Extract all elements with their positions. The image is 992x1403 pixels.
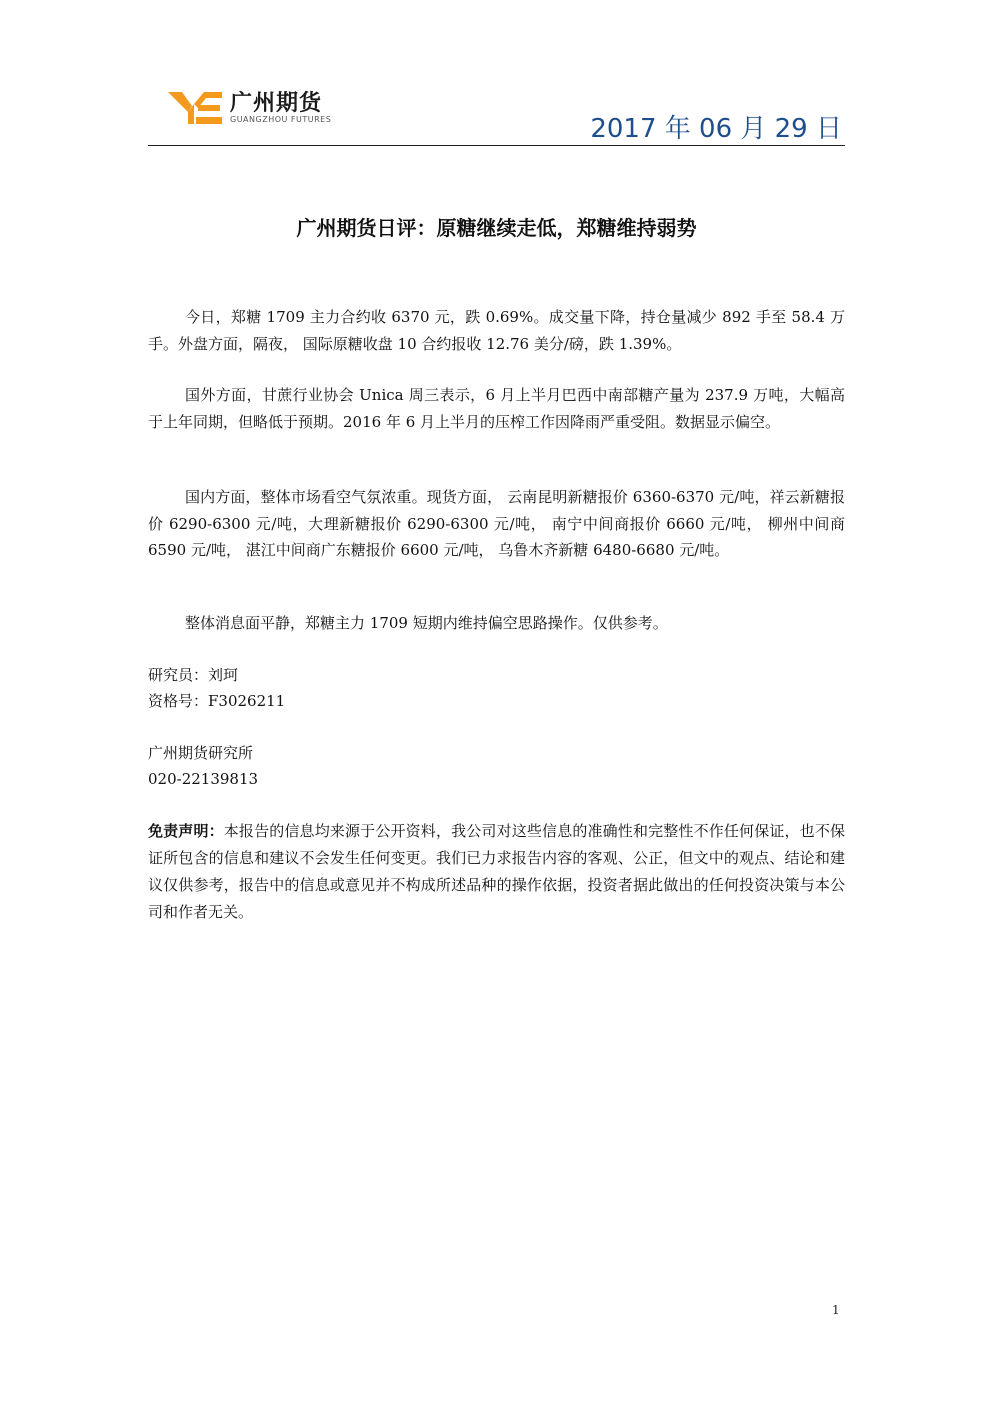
disclaimer-text: 本报告的信息均来源于公开资料，我公司对这些信息的准确性和完整性不作任何保证，也不保证所包含的信息和建议不会发生任何变更。我们已力求报告内容的客观、公正，但文中的观点、结论和建议仅供参考，报告中的信息或意见并不构成所述品种的操作依据，投资者据此做出的任何投资决策与本公司和作者无关。	[148, 822, 845, 921]
disclaimer	[148, 818, 845, 926]
page-number: 1	[832, 1303, 840, 1317]
company-logo	[168, 86, 338, 130]
institute-name: 广州期货研究所	[148, 744, 254, 762]
analyst-name: 研究员：刘珂	[148, 666, 239, 684]
disclaimer-label: 免责声明：	[148, 822, 224, 840]
analyst-license: 资格号：F3026211	[148, 692, 286, 710]
report-date: 2017 年 06 月 29 日	[590, 114, 842, 144]
logo-english-text: GUANGZHOU FUTURES	[230, 115, 332, 124]
paragraph-domestic: 国内方面，整体市场看空气氛浓重。现货方面， 云南昆明新糖报价 6360-6370 元/吨，祥云新糖报价 6290-6300 元/吨，大理新糖报价 6290-6300 元/吨， 南宁中间商报价 6660 元/吨， 柳州中间商 6590 元/吨， 湛江中间商广东糖报价 6600 元/吨， 乌鲁木齐新糖 6480-6680 元/吨。	[148, 488, 845, 559]
logo-chinese-text: 广州期货	[230, 91, 323, 116]
logo-mark-icon	[168, 88, 224, 126]
paragraph-outlook: 整体消息面平静，郑糖主力 1709 短期内维持偏空思路操作。仅供参考。	[185, 614, 668, 632]
report-title: 广州期货日评：原糖继续走低，郑糖维持弱势	[296, 216, 697, 240]
paragraph-market-summary: 今日，郑糖 1709 主力合约收 6370 元，跌 0.69%。成交量下降，持仓量减少 892 手至 58.4 万手。外盘方面，隔夜， 国际原糖收盘 10 合约报收 12.76 美分/磅，跌 1.39%。	[148, 308, 845, 353]
institute-phone: 020-22139813	[148, 770, 259, 788]
header-divider	[148, 145, 845, 146]
paragraph-overseas: 国外方面，甘蔗行业协会 Unica 周三表示，6 月上半月巴西中南部糖产量为 237.9 万吨，大幅高于上年同期，但略低于预期。2016 年 6 月上半月的压榨工作因降雨严重受阻。数据显示偏空。	[148, 386, 845, 431]
